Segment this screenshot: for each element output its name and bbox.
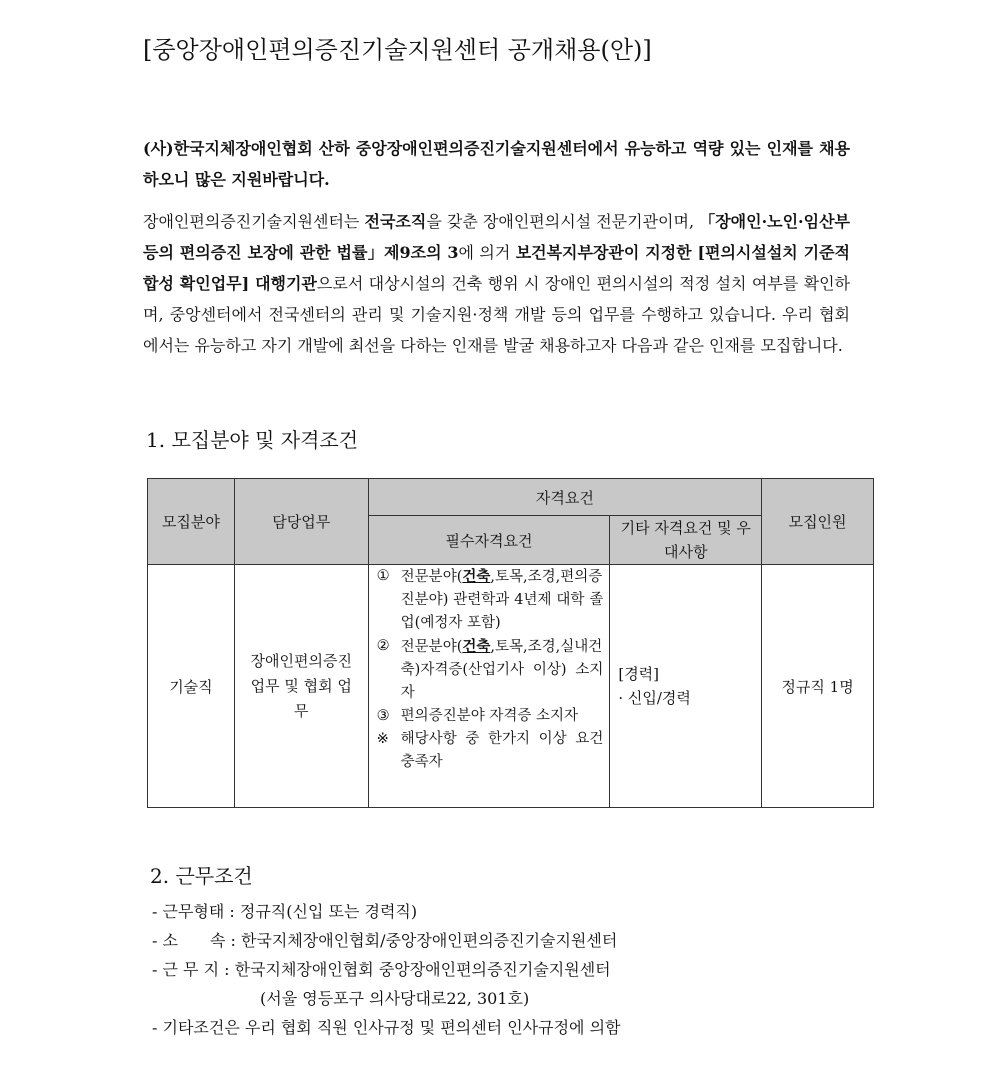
header-qualification: 자격요건 <box>368 479 761 516</box>
section2-heading: 2. 근무조건 <box>150 864 253 888</box>
description-bold: 「장애인·노인·임산부 등의 편의증진 보장에 관한 법률」제9조의 3 <box>143 212 850 262</box>
required-item <box>377 728 604 774</box>
required-item <box>377 565 604 635</box>
required-item-post: ,토목,조경,실내건축)자격증(산업기사 이상) 소지자 <box>400 639 604 701</box>
description-text: 에 의거 <box>458 243 516 262</box>
required-item-mark: ① <box>376 568 390 584</box>
header-field: 모집분야 <box>148 479 235 565</box>
required-item-post: ,토목,조경,편의증진분야) 관련학과 4년제 대학 졸업(예정자 포함) <box>400 569 604 631</box>
cell-duty: 장애인편의증진 업무 및 협회 업무 <box>234 565 368 808</box>
condition-line: (서울 영등포구 의사당대로22, 301호) <box>260 989 530 1008</box>
required-item <box>377 705 604 728</box>
page-title: [중앙장애인편의증진기술지원센터 공개채용(안)] <box>143 36 652 64</box>
work-conditions <box>152 897 621 1042</box>
description-paragraph <box>143 206 850 361</box>
required-item-underlined: 건축 <box>462 568 491 585</box>
required-item-underlined: 건축 <box>462 638 491 655</box>
cell-required <box>368 565 610 808</box>
header-duty: 담당업무 <box>234 479 368 565</box>
other-line: [경력] <box>618 665 660 683</box>
description-text: 장애인편의증진기술지원센터는 <box>143 212 365 231</box>
cell-headcount: 정규직 1명 <box>762 565 874 808</box>
cell-other <box>610 565 762 808</box>
required-item <box>377 635 604 705</box>
required-item-text <box>401 565 604 635</box>
condition-line: - 소 속 : 한국지체장애인협회/중앙장애인편의증진기술지원센터 <box>152 931 618 950</box>
required-item-pre: 전문분야( <box>400 569 463 585</box>
recruitment-table <box>147 478 874 808</box>
description-text: 으로서 대상시설의 건축 행위 시 장애인 편의시설의 적정 설치 여부를 확인하며, 중앙센터에서 전국센터의 관리 및 기술지원·정책 개발 등의 업무를 수행하고 있습니다. 우리 협회에서는 유능하고 자기 개발에 최선을 다하는 인재를 발굴 채용하고자 다음과 같은 인재를 모집합니다. <box>143 274 851 355</box>
cell-field: 기술직 <box>148 565 235 808</box>
header-other: 기타 자격요건 및 우대사항 <box>610 516 762 565</box>
required-item-mark: ② <box>376 638 390 654</box>
required-item-text: 편의증진분야 자격증 소지자 <box>400 708 578 724</box>
condition-line: - 근 무 지 : 한국지체장애인협회 중앙장애인편의증진기술지원센터 <box>152 960 611 979</box>
required-item-text: 해당사항 중 한가지 이상 요건 충족자 <box>400 731 604 770</box>
description-bold: 보건복지부장관이 지정한 [편의시설설치 기준적합성 확인업무] 대행기관 <box>143 243 850 293</box>
description-text: 을 갖춘 장애인편의시설 전문기관이며, <box>426 212 700 231</box>
condition-line: - 기타조건은 우리 협회 직원 인사규정 및 편의센터 인사규정에 의함 <box>152 1018 621 1037</box>
required-item-mark: ③ <box>376 708 390 724</box>
section1-heading: 1. 모집분야 및 자격조건 <box>146 428 359 452</box>
required-item-pre: 전문분야( <box>400 639 463 655</box>
required-item-mark: ※ <box>376 731 389 747</box>
other-line: · 신입/경력 <box>618 689 691 707</box>
header-required: 필수자격요건 <box>368 516 610 565</box>
required-item-text <box>401 635 604 705</box>
description-bold: 전국조직 <box>364 212 427 231</box>
intro-paragraph: (사)한국지체장애인협회 산하 중앙장애인편의증진기술지원센터에서 유능하고 역량 있는 인재를 채용하오니 많은 지원바랍니다. <box>143 139 850 189</box>
condition-line: - 근무형태 : 정규직(신입 또는 경력직) <box>152 902 418 921</box>
header-headcount: 모집인원 <box>762 479 874 565</box>
